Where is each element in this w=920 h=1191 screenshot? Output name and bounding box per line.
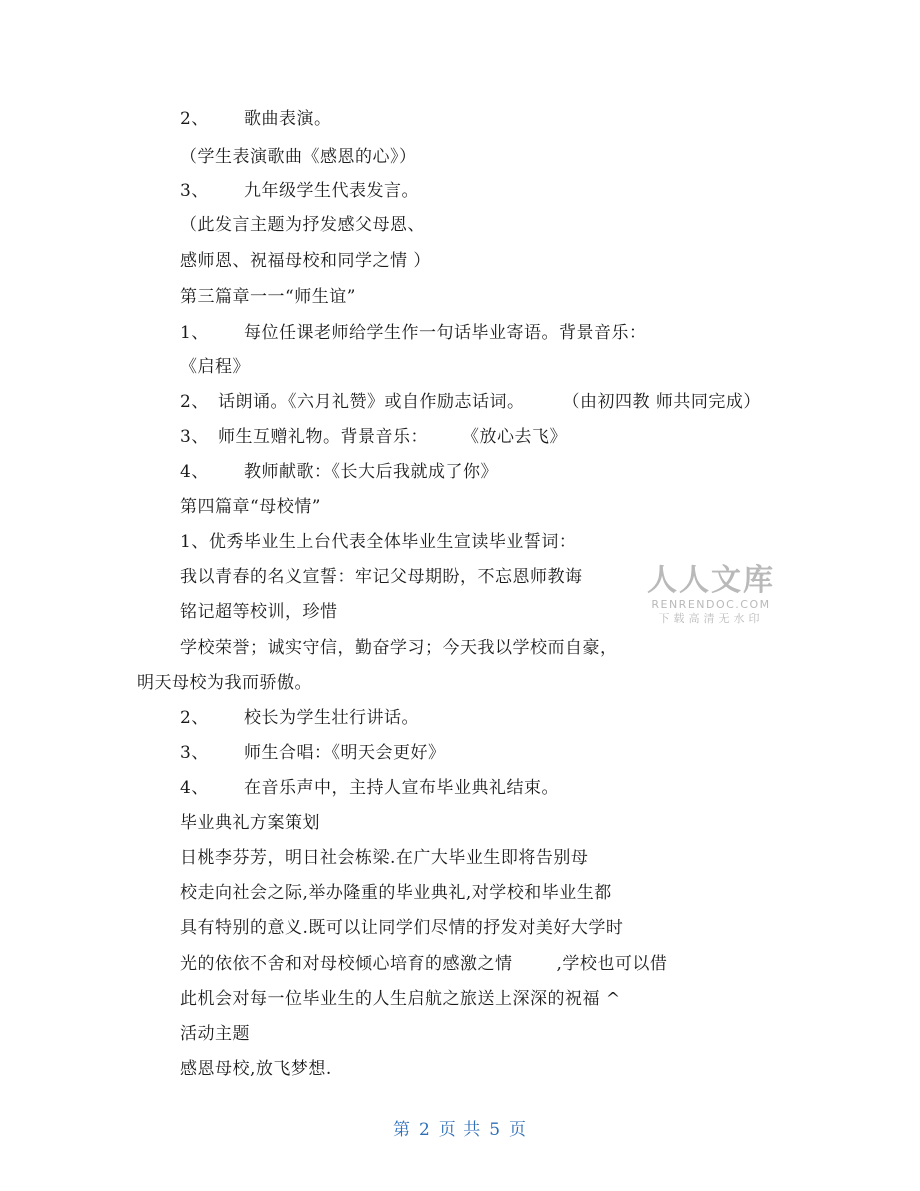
text-line [180,250,431,272]
line-text: 感恩母校,放飞梦想. [180,1059,332,1079]
text-line [180,917,623,939]
text-line [137,672,312,694]
text-line [180,214,425,236]
line-text: 学校荣誉；诚实守信，勤奋学习；今天我以学校而自豪， [180,638,618,658]
text-line [180,461,498,483]
section-heading [180,496,321,518]
line-text: 日桃李芬芳，明日社会栋梁.在广大毕业生即将告别母 [180,848,589,868]
text-line [180,391,761,413]
line-text: 毕业典礼方案策划 [180,813,320,833]
watermark-domain: RENRENDOC.COM [651,598,771,611]
watermark-subtitle: 下载高清无水印 [658,612,764,625]
section-heading [180,286,356,308]
line-text: 教师献歌：《长大后我就成了你》 [244,462,498,482]
line-text: 在音乐声中，主持人宣布毕业典礼结束。 [244,778,559,798]
line-text: 第三篇章一一“师生谊” [180,287,356,307]
line-note: 《放心去飞》 [462,427,567,447]
item-number: 1、 [180,323,209,343]
watermark-title: 人人文库 [647,563,775,598]
text-line [180,108,332,130]
text-line [180,531,576,553]
line-text: 《启程》 [180,357,250,377]
line-text: 明天母校为我而骄傲。 [137,673,312,693]
line-text: 师生合唱：《明天会更好》 [244,743,446,763]
item-number: 2、 [180,392,209,412]
footer-middle: 页 共 [438,1120,482,1140]
line-text: 感师恩、祝福母校和同学之情 ） [180,251,431,271]
line-text: 歌曲表演。 [244,109,332,129]
text-line [180,637,618,659]
item-number: 3、 [180,427,209,447]
text-line [180,356,250,378]
total-pages: 5 [489,1120,502,1140]
item-number: 3、 [180,181,209,201]
section-heading [180,1023,250,1045]
line-text: 1、优秀毕业生上台代表全体毕业生宣读毕业誓词： [180,532,577,552]
footer-prefix: 第 [392,1120,411,1140]
text-line [180,988,621,1010]
line-text: 校长为学生壮行讲话。 [244,708,419,728]
item-number: 4、 [180,778,209,798]
line-note: （由初四教 师共同完成） [562,392,761,412]
watermark-logo [646,564,776,626]
text-line [180,847,588,869]
line-text: 第四篇章“母校情” [180,497,321,517]
page-footer [0,1115,920,1140]
section-heading [180,812,320,834]
line-text: 铭记超等校训，珍惜 [180,602,338,622]
line-text: 话朗诵。《六月礼赞》或自作励志话词。 [218,392,525,412]
line-text: （学生表演歌曲《感恩的心》） [180,147,417,167]
text-line [180,742,446,764]
text-line [180,601,338,623]
line-note: ,学校也可以借 [556,954,668,974]
text-line [180,882,612,904]
item-number: 2、 [180,109,209,129]
line-text: 师生互赠礼物。背景音乐： [218,427,428,447]
text-line [180,707,419,729]
line-text: 具有特别的意义.既可以让同学们尽情的抒发对美好大学时 [180,918,624,938]
text-line [180,777,559,799]
text-line [180,953,667,975]
line-text: 活动主题 [180,1024,250,1044]
line-text: 我以青春的名义宣誓：牢记父母期盼，不忘恩师教诲 [180,567,583,587]
line-text: 九年级学生代表发言。 [244,181,419,201]
text-line [180,566,583,588]
current-page-number: 2 [418,1120,431,1140]
line-text: 光的依依不舍和对母校倾心培育的感激之情 [180,954,513,974]
text-line [180,146,417,168]
item-number: 3、 [180,743,209,763]
line-text: 此机会对每一位毕业生的人生启航之旅送上深深的祝福 ^ [180,989,621,1009]
item-number: 4、 [180,462,209,482]
text-line [180,1058,332,1080]
line-text: 每位任课老师给学生作一句话毕业寄语。背景音乐： [244,323,647,343]
footer-suffix: 页 [509,1120,528,1140]
item-number: 2、 [180,708,209,728]
text-line [180,322,647,344]
text-line [180,426,567,448]
line-text: （此发言主题为抒发感父母恩、 [180,215,425,235]
text-line [180,180,419,202]
line-text: 校走向社会之际,举办隆重的毕业典礼,对学校和毕业生都 [180,883,612,903]
